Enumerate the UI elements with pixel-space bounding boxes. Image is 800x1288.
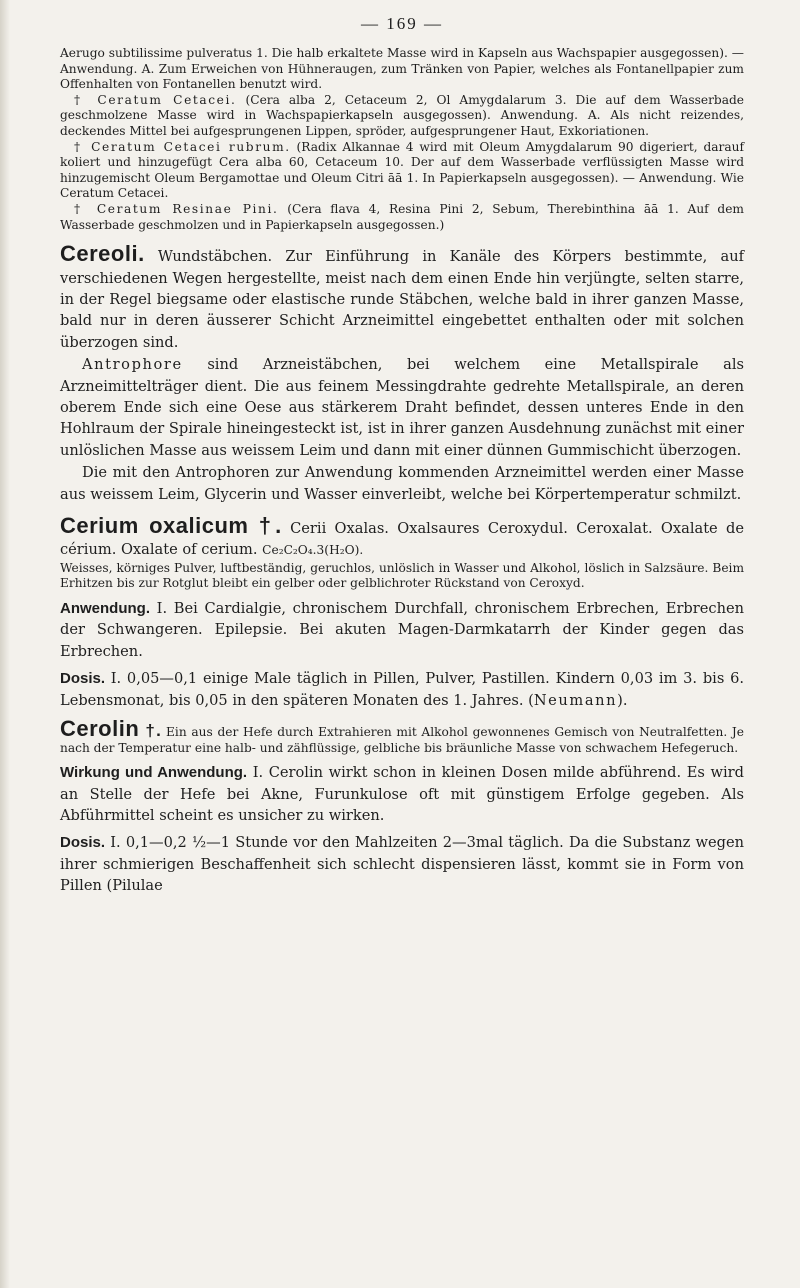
entry-body: (Cera flava 4, Resina Pini 2, Sebum, Therebinthina āā 1. Auf dem Wasserbade geschmolzen und in Papierkapseln ausgegossen.): [60, 201, 744, 232]
dagger-mark: †.: [139, 721, 162, 741]
cerium-description: Weisses, körniges Pulver, luftbeständig, geruchlos, unlöslich in Wasser und Alkohol, löslich in Salzsäure. Beim Erhitzen bis zur Rotglut bleibt ein gelber oder gelblichroter Rückstand von Ceroxyd.: [60, 560, 744, 591]
entry-body: (Radix Alkannae 4 wird mit Oleum Amygdalarum 90 digeriert, darauf koliert und hinzugefügt Cera alba 60, Cetaceum 10. Der auf dem Wasserbade verflüssigten Masse wird hinzugemischt Oleum Bergamottae und Oleum Citri āā 1. In Papierkapseln ausgegossen). — Anwendung. Wie Ceratum Cetacei.: [60, 139, 744, 201]
dosis-end: ).: [617, 691, 628, 709]
dosis-label: Dosis.: [60, 670, 106, 688]
ceratum-aerugo-paragraph: Aerugo subtilissime pulveratus 1. Die halb erkaltete Masse wird in Kapseln aus Wachspapier ausgegossen). — Anwendung. A. Zum Erweichen von Hühneraugen, zum Tränken von Papier, welches als Fontanellpapier zum Offenhalten von Fontanellen benutzt wird.: [60, 46, 744, 92]
cerolin-description: Ein aus der Hefe durch Extrahieren mit Alkohol gewonnenes Gemisch von Neutralfetten. Je nach der Temperatur eine halb- und zähflüssige, gelbliche bis bräunliche Masse von schwachem Hefegeruch.: [60, 725, 744, 755]
anwendung-label: Anwendung.: [60, 600, 150, 617]
anwendung-text: I. Bei Cardialgie, chronischem Durchfall, chronischem Erbrechen, Erbrechen der Schwangeren. Epilepsie. Bei akuten Magen-Darmkatarrh der Kinder gegen das Erbrechen.: [60, 600, 744, 660]
wirkung-text: I. Cerolin wirkt schon in kleinen Dosen milde abführend. Es wird an Stelle der Hefe bei Akne, Furunkulose oft mit günstigem Erfolge gegeben. Als Abführmittel scheint es unsicher zu wirken.: [60, 764, 744, 825]
cerium-formula: Ce₂C₂O₄.3(H₂O).: [262, 543, 364, 558]
cerolin-wirkung-paragraph: [60, 762, 744, 826]
cereoli-intro-text: Wundstäbchen. Zur Einführung in Kanäle des Körpers bestimmte, auf verschiedenen Wegen hergestellte, meist nach dem einen Ende hin verjüngte, selten starre, in der Regel biegsame oder elastische runde Stäbchen, welche bald in ihrer ganzen Masse, bald nur in deren äusserer Schicht Arzneimittel eingebettet enthalten oder mit solchen überzogen sind.: [60, 248, 744, 351]
cerium-heading: Cerium oxalicum: [60, 513, 249, 538]
entry-title: † Ceratum Resinae Pini.: [74, 201, 279, 216]
dosis-label: Dosis.: [60, 834, 106, 852]
ceratum-cetacei-paragraph: [60, 93, 744, 140]
page-spine-shadow: [0, 0, 10, 1288]
cerium-anwendung-paragraph: [60, 598, 744, 662]
cerolin-heading-paragraph: [60, 716, 744, 756]
dosis-text: I. 0,05—0,1 einige Male täglich in Pillen, Pulver, Pastillen. Kindern 0,03 im 3. bis 6. Lebensmonat, bis 0,05 in den späteren Monaten des 1. Jahres. (: [60, 670, 744, 709]
entry-title: † Ceratum Cetacei rubrum.: [74, 139, 291, 154]
cerium-names: Cerii Oxalas. Oxalsaures Ceroxydul. Ceroxalat. Oxalate de cérium. Oxalate of cerium.: [60, 520, 744, 559]
page-number: — 169 —: [361, 14, 443, 33]
cereoli-heading: Cereoli.: [60, 241, 145, 267]
dosis-text: I. 0,1—0,2 ½—1 Stunde vor den Mahlzeiten 2—3mal täglich. Da die Substanz wegen ihrer schmierigen Beschaffenheit sich schlecht dispensieren lässt, kommt sie in Form von Pillen (Pilulae: [60, 834, 744, 895]
cereoli-intro-paragraph: [60, 243, 744, 353]
dosis-author: Neumann: [533, 691, 618, 709]
cerolin-heading: Cerolin: [60, 716, 140, 742]
antrophore-term: Antrophore: [82, 356, 183, 374]
dagger-mark: †.: [248, 513, 282, 538]
cerium-heading-paragraph: [60, 515, 744, 561]
entry-body: (Cera alba 2, Cetaceum 2, Ol Amygdalarum 3. Die auf dem Wasserbade geschmolzene Masse wird in Wachspapierkapseln ausgegossen). Anwendung. A. Als nicht reizendes, deckendes Mittel bei aufgesprungenen Lippen, spröder, aufgesprungener Haut, Exkoriationen.: [60, 92, 744, 138]
cerolin-dosis-paragraph: [60, 832, 744, 896]
ceratum-resinae-pini-paragraph: [60, 202, 744, 233]
ceratum-cetacei-rubrum-paragraph: [60, 140, 744, 202]
entry-title: † Ceratum Cetacei.: [74, 92, 237, 107]
antrophore-paragraph: [60, 354, 744, 461]
antrophore-usage-paragraph: Die mit den Antrophoren zur Anwendung kommenden Arzneimittel werden einer Masse aus weissem Leim, Glycerin und Wasser einverleibt, welche bei Körpertemperatur schmilzt.: [60, 464, 744, 503]
wirkung-label: Wirkung und Anwendung.: [60, 764, 248, 782]
cerium-dosis-paragraph: [60, 668, 744, 711]
antrophore-text: sind Arzneistäbchen, bei welchem eine Metallspirale als Arzneimittelträger dient. Die aus feinem Messingdrahte gedrehte Metallspirale, an deren oberem Ende sich eine Oese aus stärkerem Draht befindet, dessen unteres Ende in den Hohlraum der Spirale hineingesteckt ist, ist in ihrer ganzen Ausdehnung zunächst mit einer unlöslichen Masse aus weissem Leim und dann mit einer dünnen Gummischicht überzogen.: [60, 356, 744, 459]
